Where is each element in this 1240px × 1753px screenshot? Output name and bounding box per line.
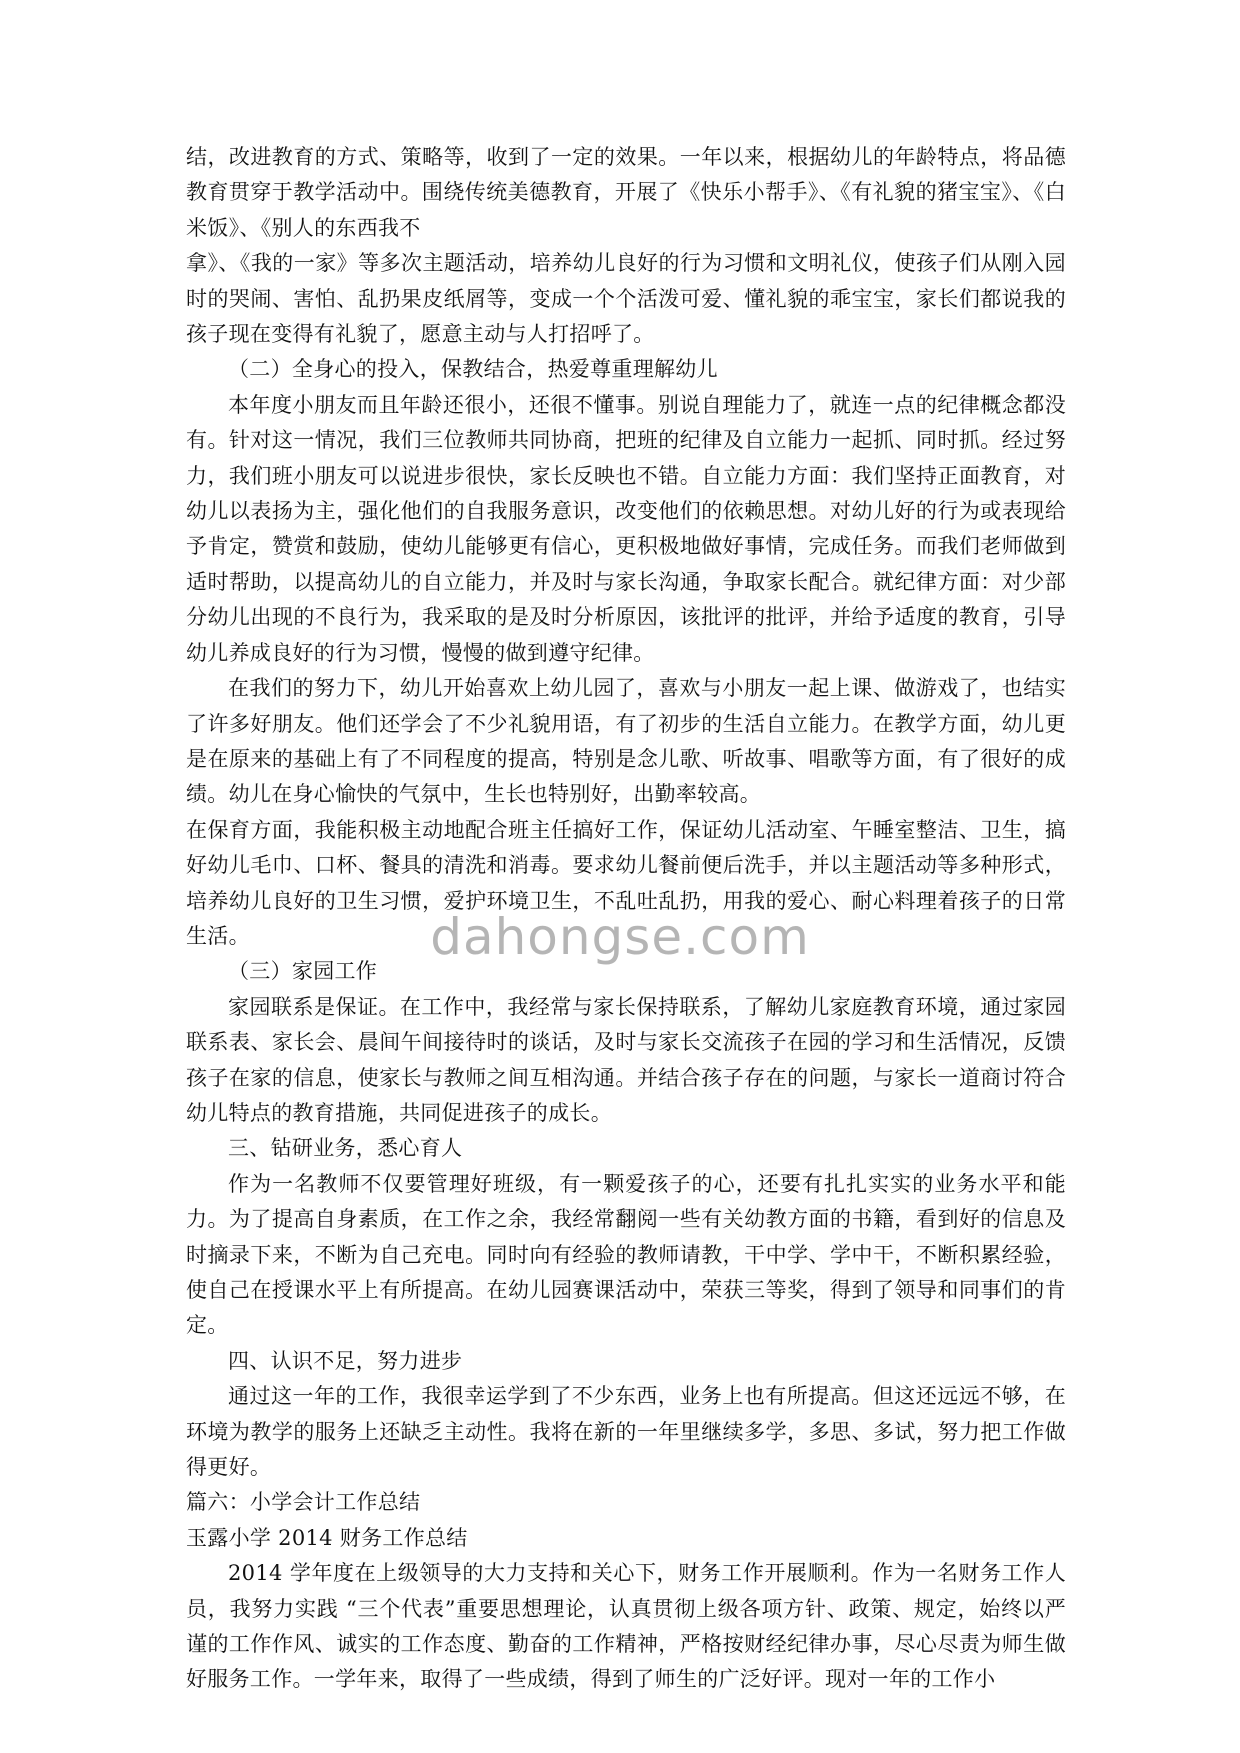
paragraph-1: 结，改进教育的方式、策略等，收到了一定的效果。一年以来，根据幼儿的年龄特点，将品德教育贯穿于教学活动中。围绕传统美德教育，开展了《快乐小帮手》、《有礼貌的猪宝宝》、《白米饭》、《别人的东西我不 [186, 145, 1066, 240]
paragraph-3: 本年度小朋友而且年龄还很小，还很不懂事。别说自理能力了，就连一点的纪律概念都没有。针对这一情况，我们三位教师共同协商，把班的纪律及自立能力一起抓、同时抓。经过努力，我们班小朋友可以说进步很快，家长反映也不错。自立能力方面：我们坚持正面教育，对幼儿以表扬为主，强化他们的自我服务意识，改变他们的依赖思想。对幼儿好的行为或表现给予肯定，赞赏和鼓励，使幼儿能够更有信心，更积极地做好事情，完成任务。而我们老师做到适时帮助，以提高幼儿的自立能力，并及时与家长沟通，争取家长配合。就纪律方面：对少部分幼儿出现的不良行为，我采取的是及时分析原因，该批评的批评，并给予适度的教育，引导幼儿养成良好的行为习惯，慢慢的做到遵守纪律。 [186, 392, 1066, 665]
section-heading-shortcomings: 四、认识不足，努力进步 [228, 1348, 463, 1373]
document-body [186, 140, 1066, 1698]
paragraph-2: 拿》、《我的一家》等多次主题活动，培养幼儿良好的行为习惯和文明礼仪，使孩子们从刚入园时的哭闹、害怕、乱扔果皮纸屑等，变成一个个活泼可爱、懂礼貌的乖宝宝，家长们都说我的孩子现在变得有礼貌了，愿意主动与人打招呼了。 [186, 251, 1066, 347]
paragraph-4: 在我们的努力下，幼儿开始喜欢上幼儿园了，喜欢与小朋友一起上课、做游戏了，也结实了许多好朋友。他们还学会了不少礼貌用语，有了初步的生活自立能力。在教学方面，幼儿更是在原来的基础上有了不同程度的提高，特别是念儿歌、听故事、唱歌等方面，有了很好的成绩。幼儿在身心愉快的气氛中，生长也特别好，出勤率较高。 [186, 676, 1066, 807]
watermark: dahongse.com [430, 908, 810, 966]
paragraph-8: 通过这一年的工作，我很幸运学到了不少东西，业务上也有所提高。但这还远远不够，在环境为教学的服务上还缺乏主动性。我将在新的一年里继续多学，多思、多试，努力把工作做得更好。 [186, 1384, 1066, 1480]
paragraph-7: 作为一名教师不仅要管理好班级，有一颗爱孩子的心，还要有扎扎实实的业务水平和能力。为了提高自身素质，在工作之余，我经常翻阅一些有关幼教方面的书籍，看到好的信息及时摘录下来，不断为自己充电。同时向有经验的教师请教，干中学、学中干，不断积累经验，使自己在授课水平上有所提高。在幼儿园赛课活动中，荣获三等奖，得到了领导和同事们的肯定。 [186, 1171, 1066, 1338]
section-heading-research: 三、钻研业务，悉心育人 [228, 1136, 463, 1161]
article-title: 篇六：小学会计工作总结 [186, 1490, 421, 1515]
paragraph-5: 在保育方面，我能积极主动地配合班主任搞好工作，保证幼儿活动室、午睡室整洁、卫生，搞好幼儿毛巾、口杯、餐具的清洗和消毒。要求幼儿餐前便后洗手，并以主题活动等多种形式，培养幼儿良好的卫生习惯，爱护环境卫生，不乱吐乱扔，用我的爱心、耐心料理着孩子的日常生活。 [186, 817, 1066, 948]
section-heading-3: （三）家园工作 [228, 959, 378, 984]
paragraph-9: 2014 学年度在上级领导的大力支持和关心下，财务工作开展顺利。作为一名财务工作人员，我努力实践 “三个代表”重要思想理论，认真贯彻上级各项方针、政策、规定，始终以严谨的工作作风、诚实的工作态度、勤奋的工作精神，严格按财经纪律办事，尽心尽责为师生做好服务工作。一学年来，取得了一些成绩，得到了师生的广泛好评。现对一年的工作小 [186, 1561, 1066, 1692]
section-heading-2: （二）全身心的投入，保教结合，热爱尊重理解幼儿 [228, 357, 718, 382]
article-subtitle: 玉露小学 2014 财务工作总结 [186, 1525, 468, 1550]
paragraph-6: 家园联系是保证。在工作中，我经常与家长保持联系，了解幼儿家庭教育环境，通过家园联系表、家长会、晨间午间接待时的谈话，及时与家长交流孩子在园的学习和生活情况，反馈孩子在家的信息，使家长与教师之间互相沟通。并结合孩子存在的问题，与家长一道商讨符合幼儿特点的教育措施，共同促进孩子的成长。 [186, 994, 1066, 1125]
